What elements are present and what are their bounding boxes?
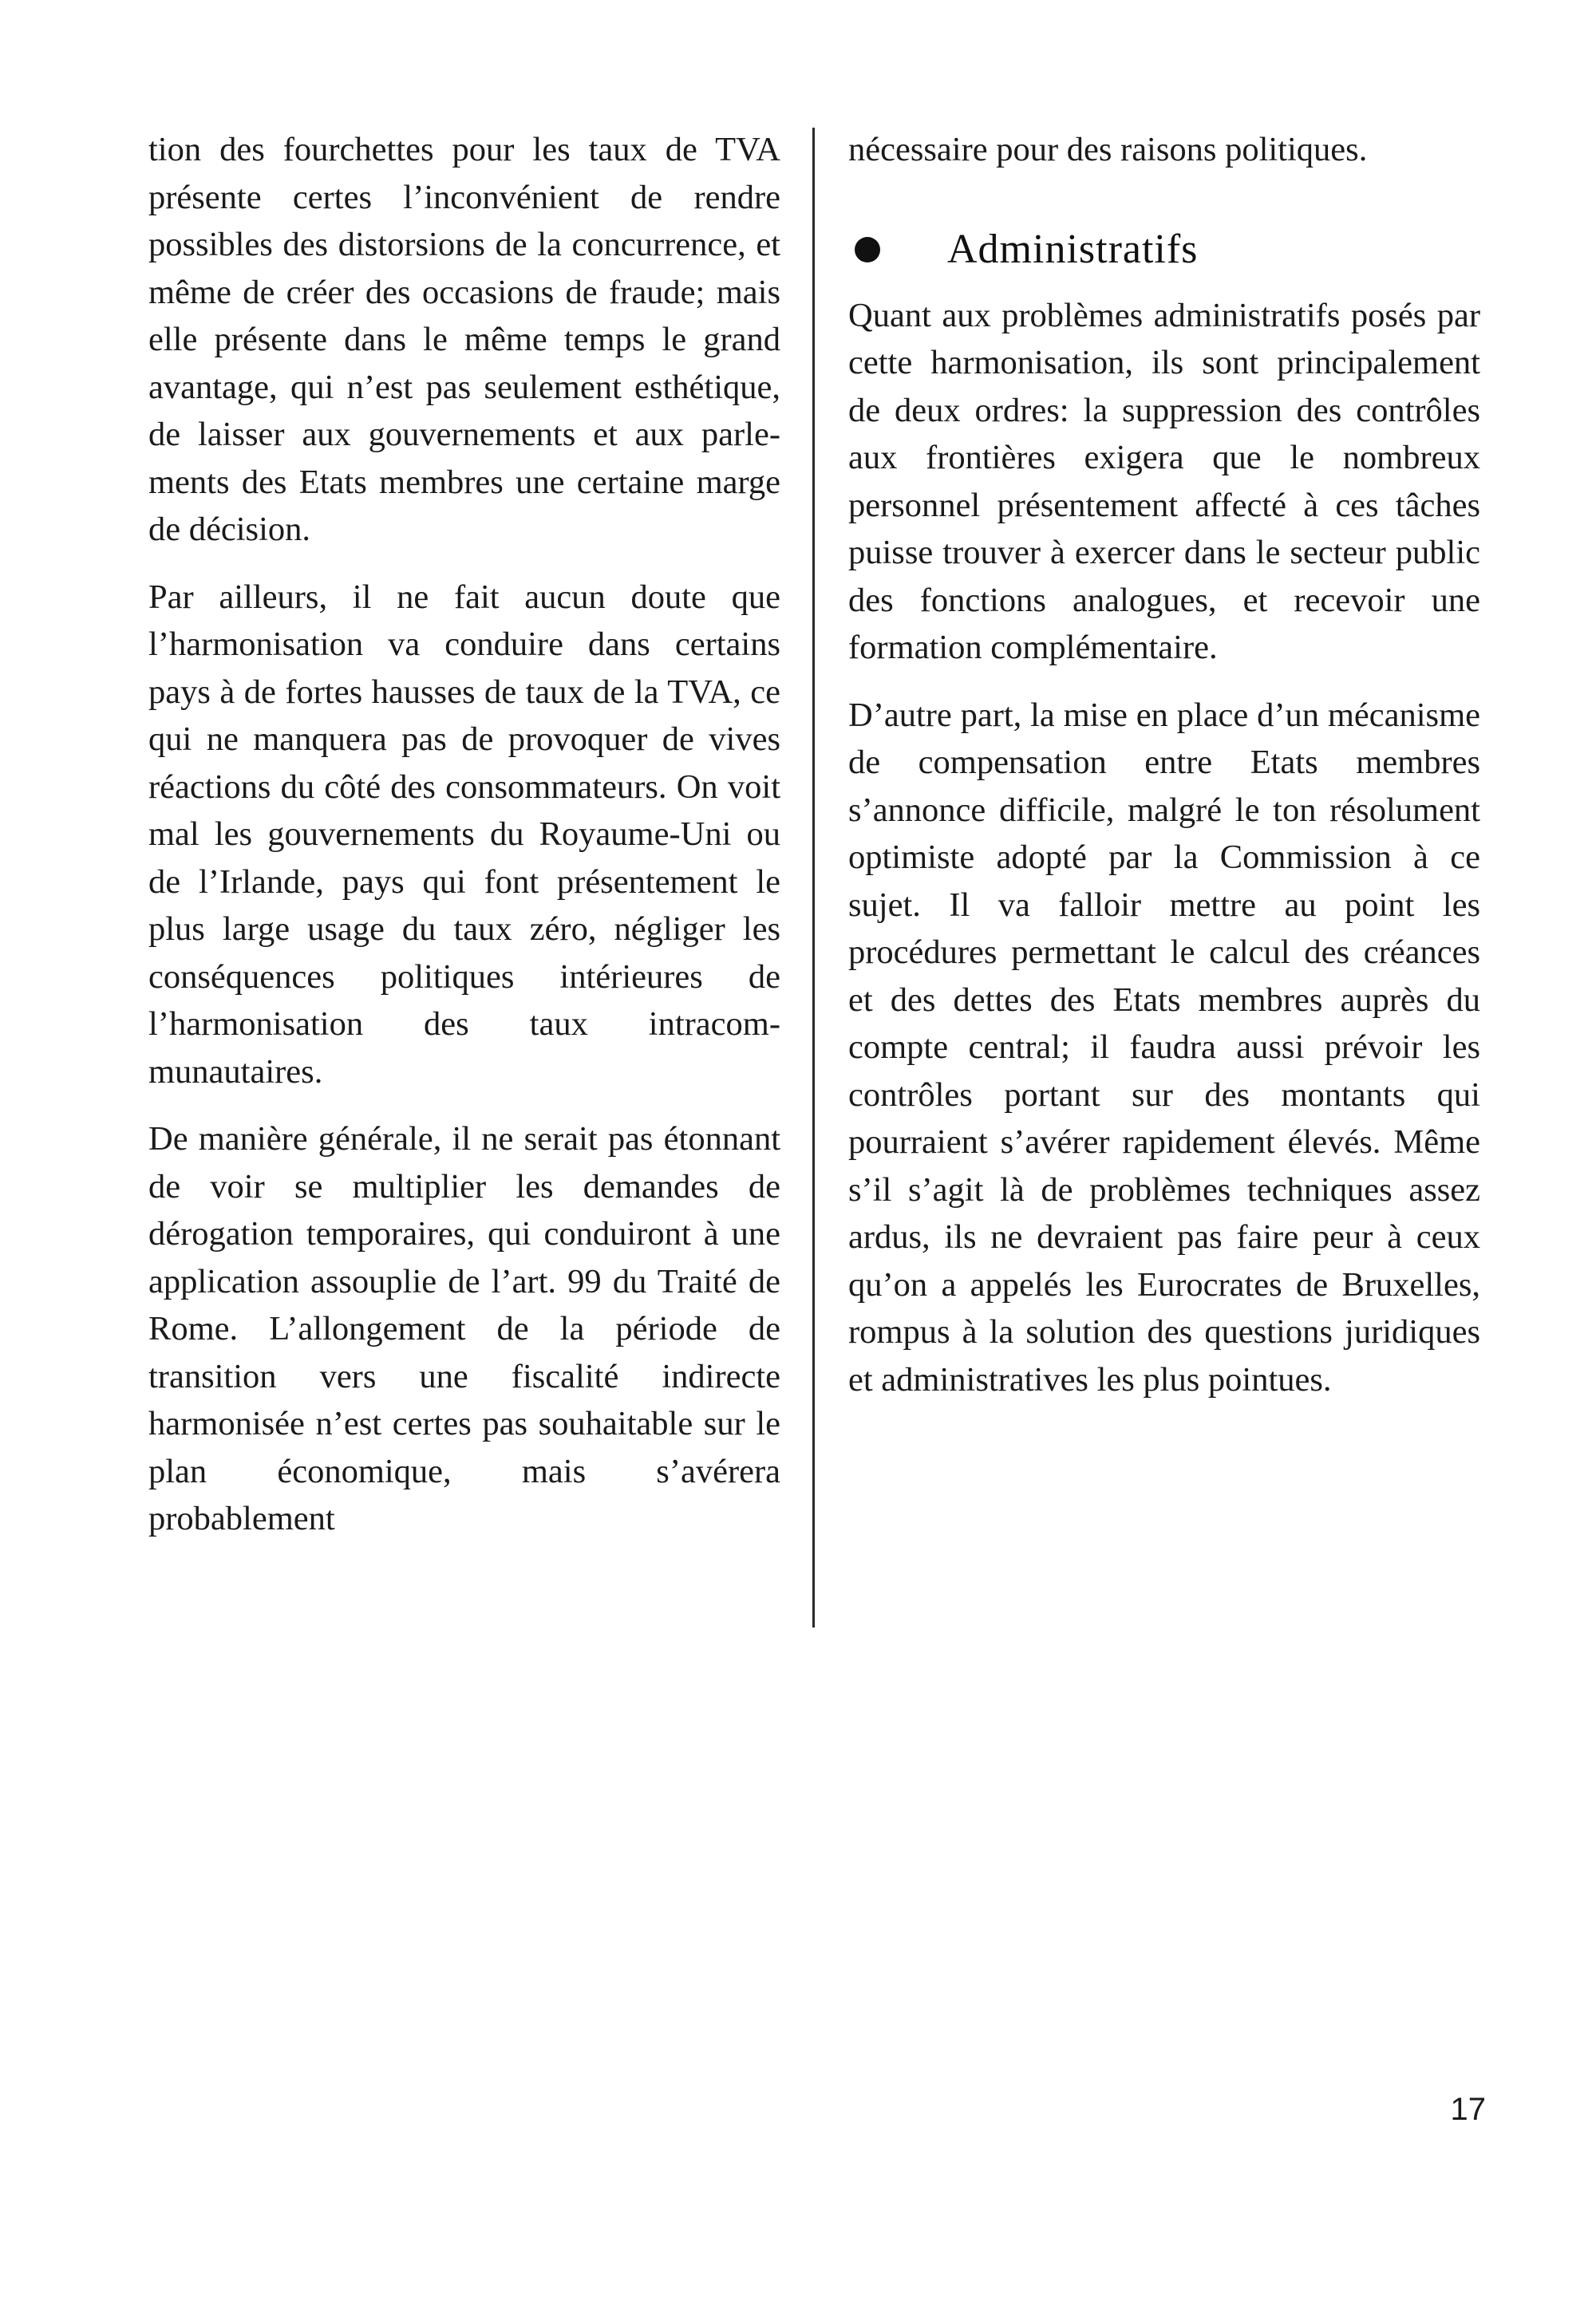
right-continuation: nécessaire pour des raisons politiques.	[848, 131, 1368, 168]
left-paragraph-3: De manière générale, il ne serait pas étonnant de voir se multiplier les demandes de dérogation temporaires, qui conduiront à une application assouplie de l’art. 99 du Traité de Rome. L’allongement de la période de transition vers une fiscalité indirecte harmonisée n’est certes pas souhaitable sur le plan économique, mais s’avérera probablement	[148, 1120, 780, 1537]
left-column	[148, 126, 780, 1563]
right-column	[848, 126, 1480, 1423]
right-paragraph-1: Quant aux problèmes administratifs posés par cette harmonisation, ils sont principalement de deux ordres: la suppression des contrôles aux frontières exigera que le nombreux personnel présentement affecté à ces tâches puisse trouver à exercer dans le secteur public des fonctions analogues, et recevoir une formation complémentaire.	[848, 296, 1480, 666]
section-heading-text: Administratifs	[947, 226, 1199, 272]
bullet-icon	[855, 237, 880, 262]
section-heading	[848, 222, 1480, 278]
left-paragraph-2: Par ailleurs, il ne fait aucun doute que l’harmonisation va conduire dans certains pays à de fortes hausses de taux de la TVA, ce qui ne manquera pas de provoquer de vives réactions du côté des consommateurs. On voit mal les gouvernements du Royaume-Uni ou de l’Irlande, pays qui font présentement le plus large usage du taux zéro, négliger les conséquences politiques intérieures de l’harmonisation des taux intracommunautaires.	[148, 578, 780, 1091]
right-paragraph-2: D’autre part, la mise en place d’un mécanisme de compensation entre Etats membres s’annonce difficile, malgré le ton résolument optimiste adopté par la Commission à ce sujet. Il va falloir mettre au point les procédures permettant le calcul des créances et des dettes des Etats membres auprès du compte central; il faudra aussi prévoir les contrôles portant sur des montants qui pourraient s’avérer rapidement élevés. Même s’il s’agit là de problèmes techniques assez ardus, ils ne devraient pas faire peur à ceux qu’on a appelés les Eurocrates de Bruxelles, rompus à la solution des questions juridiques et administratives les plus pointues.	[848, 696, 1480, 1399]
column-divider	[812, 128, 815, 1628]
left-paragraph-1: tion des fourchettes pour les taux de TVA présente certes l’inconvénient de rendre possibles des distorsions de la concurrence, et même de créer des occasions de fraude; mais elle présente dans le même temps le grand avantage, qui n’est pas seulement esthétique, de laisser aux gouvernements et aux parlements des Etats membres une certaine marge de décision.	[148, 131, 780, 548]
page-number: 17	[1450, 2092, 1486, 2127]
